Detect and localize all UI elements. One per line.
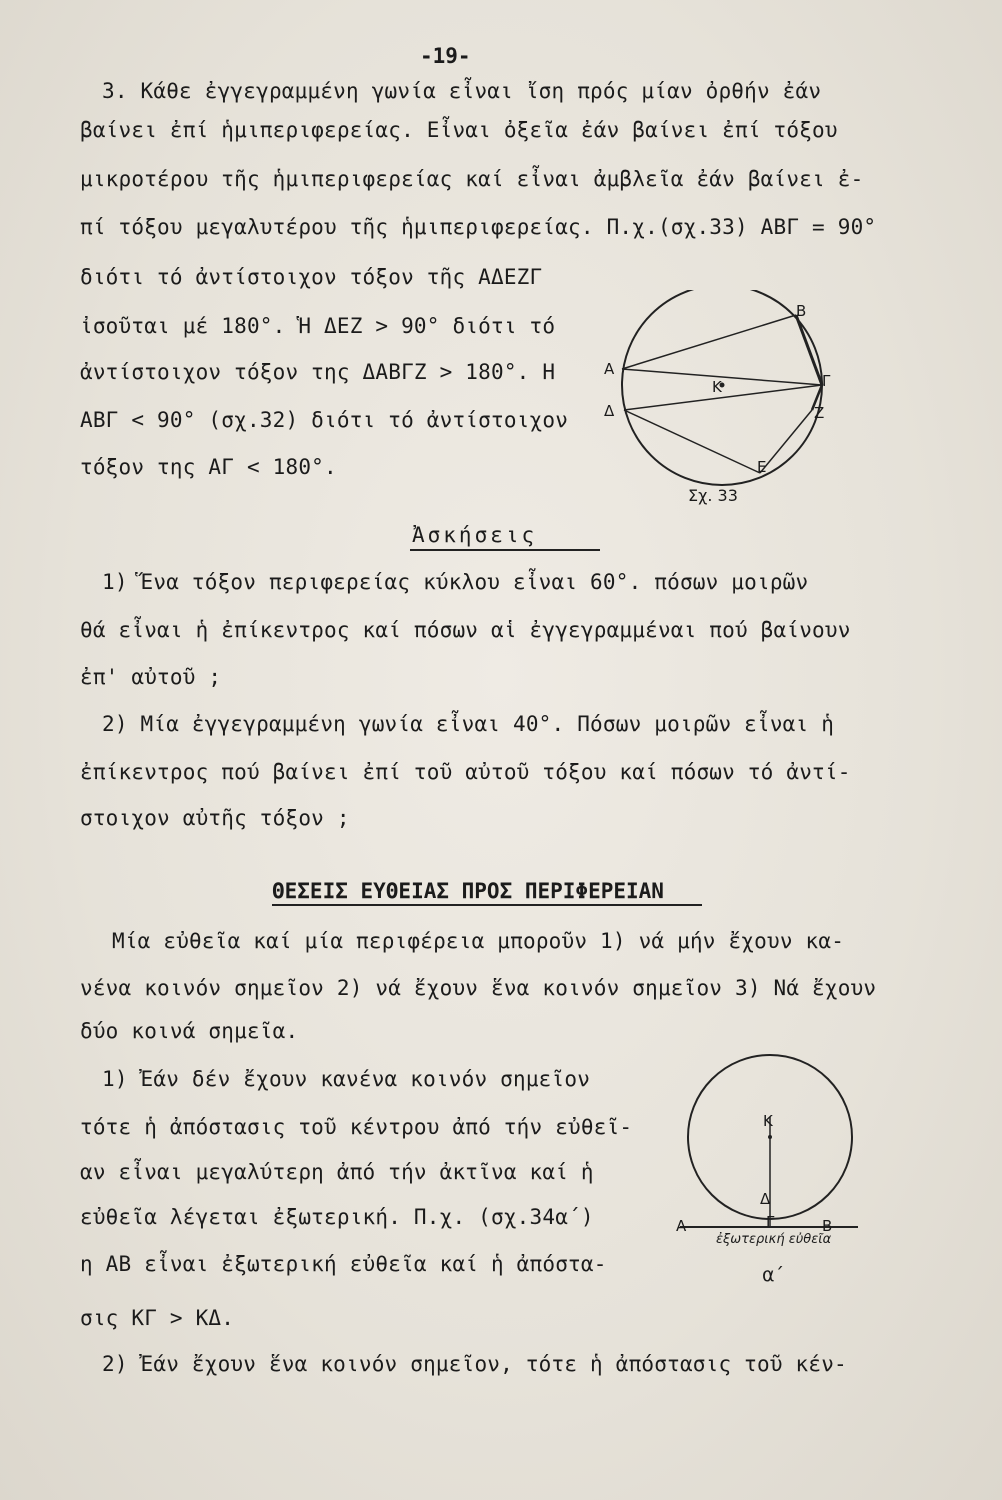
text-line: ἐπ' αὐτοῦ ;	[80, 665, 222, 689]
figure-34a-line-label: ἐξωτερική εὐθεῖα	[716, 1232, 832, 1247]
text-line: ΑΒΓ < 90° (σχ.32) διότι τό ἀντίστοιχον	[80, 408, 569, 432]
section-heading: ΘΕΣΕΙΣ ΕΥΘΕΙΑΣ ΠΡΟΣ ΠΕΡΙΦΕΡΕΙΑΝ	[272, 879, 664, 903]
figure-34a-label-a: Α	[676, 1217, 687, 1235]
text-line: 3. Κάθε ἐγγεγραμμένη γωνία εἶναι ἴση πρός μίαν ὀρθήν ἐάν	[102, 79, 822, 103]
text-line: εὐθεῖα λέγεται ἐξωτερική. Π.χ. (σχ.34α΄)	[80, 1205, 594, 1229]
text-line: Μία εὐθεῖα καί μία περιφέρεια μποροῦν 1) νά μήν ἔχουν κα-	[112, 929, 845, 953]
text-line: πί τόξου μεγαλυτέρου τῆς ἡμιπεριφερείας. Π.χ.(σχ.33) ΑΒΓ = 90°	[80, 215, 877, 239]
text-line: θά εἶναι ἡ ἐπίκεντρος καί πόσων αἱ ἐγγεγραμμέναι πού βαίνουν	[80, 618, 851, 642]
text-line: τότε ἡ ἀπόστασις τοῦ κέντρου ἀπό τήν εὐθεῖ-	[80, 1115, 633, 1139]
text-line: διότι τό ἀντίστοιχον τόξον τῆς ΑΔΕΖΓ	[80, 265, 543, 289]
figure-33-label-k: Κ	[712, 378, 722, 396]
figure-34a-label-g: Γ	[766, 1213, 775, 1231]
figure-34a-label-k: Κ	[763, 1112, 773, 1130]
figure-33-diagram	[600, 290, 860, 490]
text-line: μικροτέρου τῆς ἡμιπεριφερείας καί εἶναι ἀμβλεῖα ἐάν βαίνει ἐ-	[80, 167, 864, 191]
text-line: 1) Ἐάν δέν ἔχουν κανένα κοινόν σημεῖον	[102, 1067, 591, 1091]
text-line: η ΑΒ εἶναι ἐξωτερική εὐθεῖα καί ἡ ἀπόστα-	[80, 1252, 607, 1276]
text-line: ἰσοῦται μέ 180°. Ἡ ΔΕΖ > 90° διότι τό	[80, 314, 556, 338]
figure-33-label-d: Δ	[604, 402, 615, 420]
figure-34a-label-b: Β	[822, 1217, 833, 1235]
text-line: τόξον της ΑΓ < 180°.	[80, 455, 337, 479]
text-line: 2) Ἐάν ἔχουν ἕνα κοινόν σημεῖον, τότε ἡ ἀπόστασις τοῦ κέν-	[102, 1352, 847, 1376]
text-line: δύο κοινά σημεῖα.	[80, 1019, 299, 1043]
figure-33-label-g: Γ	[822, 372, 831, 390]
exercises-title: Ἀσκήσεις	[412, 523, 538, 547]
text-line: βαίνει ἐπί ἡμιπεριφερείας. Εἶναι ὀξεῖα ἐάν βαίνει ἐπί τόξου	[80, 118, 838, 142]
figure-33-label-e: Ε	[757, 458, 767, 476]
text-line: στοιχον αὐτῆς τόξον ;	[80, 806, 350, 830]
text-line: 1) Ἕνα τόξον περιφερείας κύκλου εἶναι 60°. πόσων μοιρῶν	[102, 570, 809, 594]
text-line: αν εἶναι μεγαλύτερη ἀπό τήν ἀκτῖνα καί ἡ	[80, 1160, 594, 1184]
figure-34a-label-d: Δ	[760, 1190, 771, 1208]
figure-33-label-b: Β	[796, 302, 807, 320]
text-line: σις ΚΓ > ΚΔ.	[80, 1306, 235, 1330]
section-heading-underline	[272, 904, 702, 906]
figure-33-label-z: Ζ	[814, 404, 825, 422]
page-number: -19-	[420, 44, 471, 68]
figure-33-label-a: Α	[604, 360, 615, 378]
figure-34a-caption: α΄	[762, 1264, 785, 1286]
figure-33-caption: Σχ. 33	[688, 486, 738, 505]
text-line: 2) Μία ἐγγεγραμμένη γωνία εἶναι 40°. Πόσων μοιρῶν εἶναι ἡ	[102, 712, 835, 736]
text-line: ἀντίστοιχον τόξον της ΔΑΒΓΖ > 180°. Η	[80, 360, 556, 384]
exercises-title-underline	[410, 549, 600, 551]
text-line: νένα κοινόν σημεῖον 2) νά ἔχουν ἕνα κοινόν σημεῖον 3) Νά ἔχουν	[80, 976, 877, 1000]
text-line: ἐπίκεντρος πού βαίνει ἐπί τοῦ αὐτοῦ τόξου καί πόσων τό ἀντί-	[80, 760, 851, 784]
